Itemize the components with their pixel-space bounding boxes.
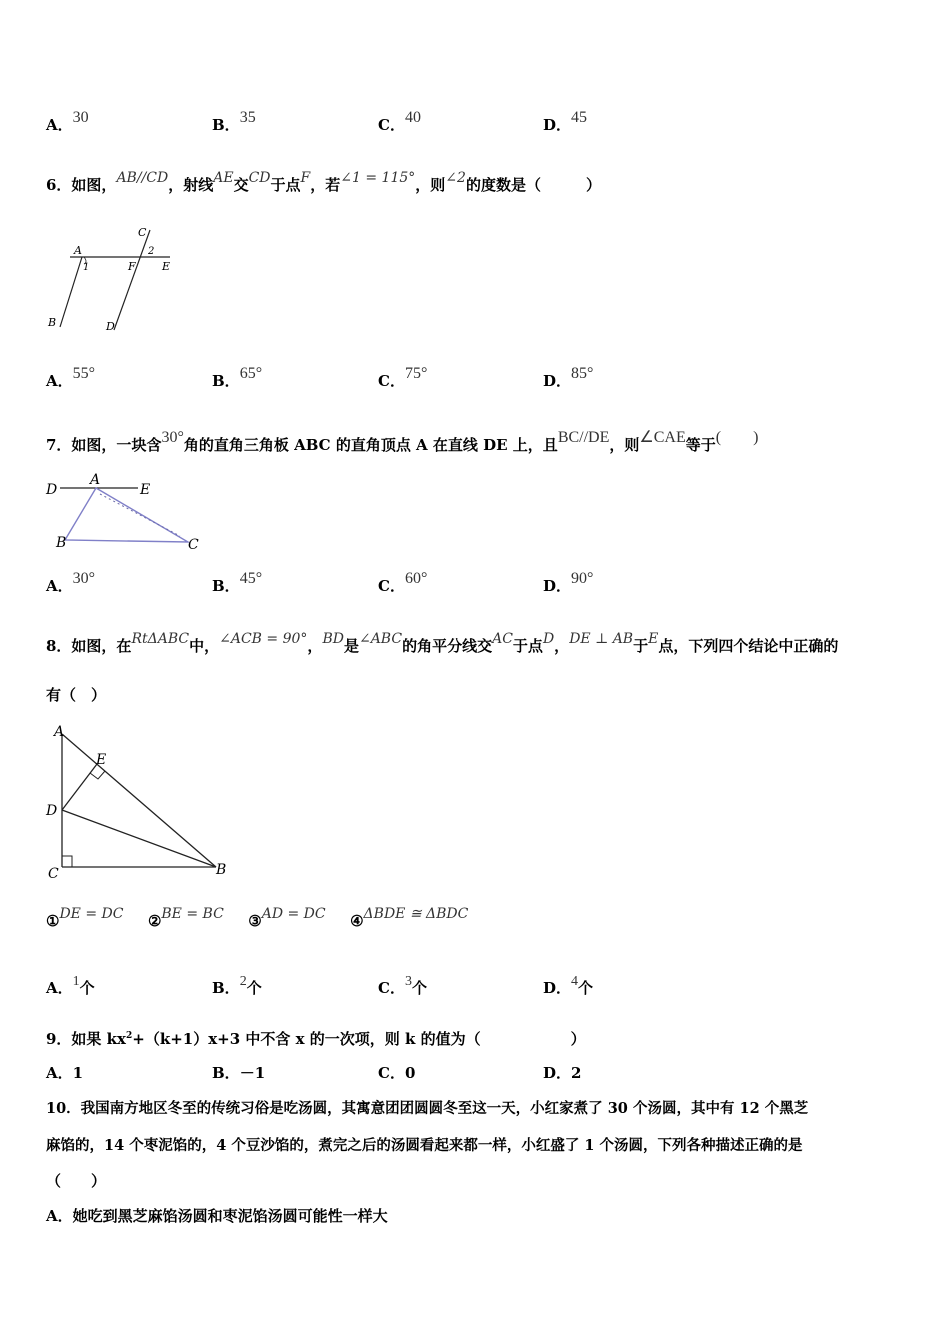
q8-right-angle-c [62,856,72,867]
q5-option-b-value: 35 [239,109,256,126]
q10-option-a[interactable]: A．她吃到黑芝麻馅汤圆和枣泥馅汤圆可能性一样大 [46,1207,388,1225]
q8-option-a-value: 1 [72,974,80,989]
q8-conclusions: ①DE = DC ②BE = BC ③AD = DC ④ΔBDE ≅ ΔBDC [46,906,469,930]
q6-label-b: B [48,316,57,329]
q7-option-d[interactable]: D．90° [543,570,594,595]
q5-option-b[interactable]: B．35 [212,109,256,134]
q8-line-de [62,764,97,810]
q9-option-b-value: －1 [239,1064,266,1082]
q7-option-c[interactable]: C．60° [378,570,428,595]
q6-label-c: C [138,226,147,239]
q7-triangle-abc [65,488,188,542]
q7-option-d-value: 90° [571,570,594,587]
q10-stem-line2: 麻馅的，14 个枣泥馅的，4 个豆沙馅的，煮完之后的汤圆看起来都一样，小红盛了 1 个汤圆，下列各种描述正确的是 [46,1137,803,1154]
q9-option-b[interactable]: B．－1 [212,1064,266,1082]
q6-option-c[interactable]: C．75° [378,365,428,390]
q7-option-a-value: 30° [72,570,96,587]
q8-conclusion-1: DE = DC [59,906,124,922]
q8-option-b-value: 2 [239,974,247,989]
q8-conclusion-3: AD = DC [261,906,326,922]
q5-option-d[interactable]: D．45 [543,109,588,134]
q7-label-a: A [90,472,101,488]
q8-option-a[interactable]: A．1个 [46,974,95,997]
q6-label-angle-2: 2 [148,246,155,257]
q8-line-bd [62,810,216,867]
q7-stem: 7．如图，一块含30°角的直角三角板 ABC 的直角顶点 A 在直线 DE 上，且BC//DE，则∠CAE等于( ) [46,429,759,454]
q9-option-c-value: 0 [404,1064,416,1082]
q7-option-c-value: 60° [404,570,428,587]
q8-option-d-value: 4 [571,974,579,989]
q5-option-d-value: 45 [571,109,588,126]
q8-stem: 8．如图，在RtΔABC中，∠ACB = 90°，BD是∠ABC的角平分线交AC于点D，DE ⊥ AB于E点，下列四个结论中正确的 [46,631,839,655]
q6-option-d[interactable]: D．85° [543,365,594,390]
q10-stem-line1: 10．我国南方地区冬至的传统习俗是吃汤圆，其寓意团团圆圆冬至这一天，小红家煮了 30 个汤圆，其中有 12 个黑芝 [46,1100,809,1117]
q6-option-b[interactable]: B．65° [212,365,263,390]
q7-label-e: E [140,482,151,498]
q9-option-a[interactable]: A．1 [46,1064,84,1082]
q7-figure [40,470,210,555]
q8-label-d: D [46,803,58,819]
q7-label-b: B [56,535,67,551]
q6-label-e: E [162,260,171,273]
q8-label-b: B [216,862,227,878]
q6-line-ab [60,257,82,327]
q9-stem: 9．如果 $kx^2+(k+1)x+3$ 中不含 x 的一次项，则 k 的值为（ ） [46,1030,586,1048]
q6-stem: 6．如图，AB//CD，射线AE交CD于点F，若∠1 = 115°，则∠2的度数是（ ） [46,170,601,194]
q9-option-d[interactable]: D．2 [543,1064,582,1082]
q8-option-b[interactable]: B．2个 [212,974,262,997]
q5-option-a-value: 30 [72,109,89,126]
q8-label-c: C [48,866,59,882]
q6-line-cd [114,230,150,330]
q6-option-a-value: 55° [72,365,96,382]
q8-label-e: E [96,752,107,768]
q8-label-a: A [54,724,65,740]
q7-option-a[interactable]: A．30° [46,570,96,595]
q6-label-f: F [128,260,136,273]
q8-conclusion-4: ΔBDE ≅ ΔBDC [363,906,469,922]
q8-stem-line2: 有（ ） [46,686,107,704]
q8-option-d[interactable]: D．4个 [543,974,594,997]
q6-option-d-value: 85° [571,365,594,382]
q7-label-c: C [188,537,199,553]
q6-option-c-value: 75° [404,365,428,382]
q10-stem-line3: （ ） [46,1172,107,1190]
q8-option-c-value: 3 [404,974,412,989]
q7-option-b-value: 45° [239,570,263,587]
q5-option-a[interactable]: A．30 [46,109,89,134]
q9-option-c[interactable]: C．0 [378,1064,416,1082]
q6-option-a[interactable]: A．55° [46,365,96,390]
q8-right-angle-e [90,771,105,779]
q5-option-c[interactable]: C．40 [378,109,421,134]
q7-triangle-hatch [100,494,180,536]
q6-figure [40,222,190,337]
q8-conclusion-2: BE = BC [161,906,224,922]
q8-option-c[interactable]: C．3个 [378,974,427,997]
q7-option-b[interactable]: B．45° [212,570,263,595]
q7-label-d: D [46,482,58,498]
q8-figure [40,722,240,887]
q6-label-angle-1: 1 [83,262,90,273]
q6-option-b-value: 65° [239,365,263,382]
q8-line-ab [62,734,216,867]
q6-label-a: A [74,244,82,257]
q5-option-c-value: 40 [404,109,421,126]
q6-label-d: D [106,320,115,333]
q9-option-a-value: 1 [72,1064,84,1082]
q9-option-d-value: 2 [571,1064,582,1082]
